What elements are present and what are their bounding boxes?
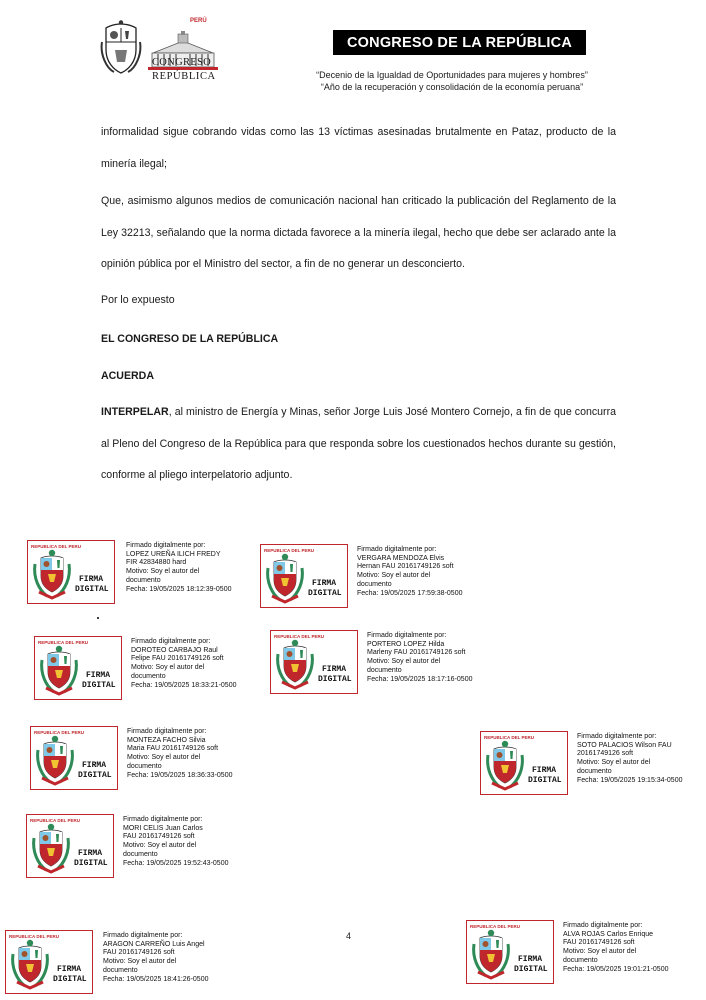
page-title-banner: CONGRESO DE LA REPÚBLICA <box>333 30 586 55</box>
signature-line: Fecha: 19/05/2025 18:36:33-0500 <box>127 771 233 779</box>
firma-digital-label: FIRMA DIGITAL <box>75 575 109 594</box>
signature-line: Motivo: Soy el autor del <box>357 572 431 580</box>
signature-line: documento <box>123 850 158 858</box>
peru-coat-of-arms-icon <box>484 735 526 791</box>
peru-coat-of-arms-icon <box>38 640 80 696</box>
signature-seal <box>5 930 93 994</box>
signature-line: Firmado digitalmente por: <box>127 728 207 735</box>
signature-line: Motivo: Soy el autor del <box>123 842 197 850</box>
signature-line: FAU 20161749126 soft <box>563 939 635 947</box>
signature-line: FAU 20161749126 soft <box>123 833 195 841</box>
signature-details <box>126 542 231 594</box>
firma-digital-label: FIRMA DIGITAL <box>514 955 548 974</box>
seal-emblem-text: REPUBLICA DEL PERU <box>38 640 89 645</box>
signature-line: Fecha: 19/05/2025 19:15:34-0500 <box>577 776 683 784</box>
signature-line: documento <box>103 966 138 974</box>
signature-line: MORI CELIS Juan Carlos <box>123 824 203 832</box>
signature-line: FIR 42834880 hard <box>126 559 187 567</box>
signature-line: FAU 20161749126 soft <box>103 949 175 957</box>
signature-line: Fecha: 19/05/2025 17:59:38-0500 <box>357 589 463 597</box>
peru-coat-of-arms-icon <box>9 934 51 990</box>
page-number: 4 <box>346 931 352 941</box>
signature-line: Motivo: Soy el autor del <box>577 759 651 767</box>
firma-digital-label: FIRMA DIGITAL <box>78 761 112 780</box>
signature-line: documento <box>131 672 166 680</box>
peru-label: PERÚ <box>190 18 207 24</box>
signature-line: Hernan FAU 20161749126 soft <box>357 563 454 571</box>
signature-line: Firmado digitalmente por: <box>563 922 643 929</box>
paragraph-interpelar <box>101 397 616 492</box>
signature-line: Maria FAU 20161749126 soft <box>127 745 219 753</box>
signature-line: documento <box>127 762 162 770</box>
interpelar-keyword: INTERPELAR <box>101 406 169 418</box>
signature-seal <box>260 544 348 608</box>
paragraph-medios <box>101 186 616 281</box>
signature-details <box>123 816 228 868</box>
signature-line: Motivo: Soy el autor del <box>563 948 637 956</box>
signature-details <box>357 546 462 598</box>
signature-seal <box>30 726 118 790</box>
firma-digital-label: FIRMA DIGITAL <box>528 766 562 785</box>
signature-line: Fecha: 19/05/2025 19:52:43-0500 <box>123 859 229 867</box>
peru-coat-of-arms-icon <box>34 730 76 786</box>
signature-line: Marleny FAU 20161749126 soft <box>367 649 466 657</box>
peru-coat-of-arms-icon <box>264 548 306 604</box>
seal-emblem-text: REPUBLICA DEL PERU <box>470 924 521 929</box>
por-lo-expuesto: Por lo expuesto <box>101 294 175 306</box>
peru-coat-of-arms-icon <box>30 818 72 874</box>
signature-details <box>103 932 208 984</box>
seal-emblem-text: REPUBLICA DEL PERU <box>9 934 60 939</box>
year-motto: “Año de la recuperación y consolidación de la economía peruana” <box>320 82 584 92</box>
interpelar-text: , al ministro de Energía y Minas, señor Jorge Luis José Montero Cornejo, a fin de que concurra al Pleno del Congreso de la República para que responda sobre los cuestionados hechos durante su gestión, conforme al pliego interpelatorio adjunto. <box>101 406 616 481</box>
signature-line: documento <box>563 956 598 964</box>
paragraph-text: informalidad sigue cobrando vidas como las 13 víctimas asesinadas brutalmente en Pataz, producto de la minería ilegal; <box>101 126 616 170</box>
signature-seal <box>27 540 115 604</box>
signature-line: ALVA ROJAS Carlos Enrique <box>563 930 654 938</box>
firma-digital-label: FIRMA DIGITAL <box>308 579 342 598</box>
peru-coat-of-arms-icon <box>274 634 316 690</box>
seal-emblem-text: REPUBLICA DEL PERU <box>274 634 325 639</box>
signature-line: PORTERO LOPEZ Hilda <box>367 640 445 648</box>
signature-line: documento <box>577 767 612 775</box>
paragraph-text: Que, asimismo algunos medios de comunicación nacional han criticado la publicación del Reglamento de la Ley 32213, señalando que la norma dictada favorece a la minería ilegal, hecho que debe ser aclarado ante la opinión pública por el Ministro del sector, a fin de no generar un desconcierto. <box>101 195 616 270</box>
signature-seal <box>26 814 114 878</box>
signature-line: Fecha: 19/05/2025 18:41:26-0500 <box>103 975 209 983</box>
signature-line: Motivo: Soy el autor del <box>367 658 441 666</box>
signature-line: Felipe FAU 20161749126 soft <box>131 655 224 663</box>
signature-line: Fecha: 19/05/2025 18:33:21-0500 <box>131 681 237 689</box>
stray-dot <box>97 617 99 619</box>
signature-line: Firmado digitalmente por: <box>123 816 203 823</box>
signature-line: Motivo: Soy el autor del <box>126 568 200 576</box>
signature-line: Motivo: Soy el autor del <box>103 958 177 966</box>
signature-details <box>131 638 236 690</box>
signature-line: Firmado digitalmente por: <box>357 546 437 553</box>
firma-digital-label: FIRMA DIGITAL <box>82 671 116 690</box>
signature-line: Firmado digitalmente por: <box>126 542 206 549</box>
signature-line: DOROTEO CARBAJO Raul <box>131 646 218 654</box>
logo-word-republica: REPÚBLICA <box>152 71 216 82</box>
seal-emblem-text: REPUBLICA DEL PERU <box>34 730 85 735</box>
signature-line: ARAGON CARREÑO Luis Angel <box>103 940 205 948</box>
signature-details <box>563 922 668 974</box>
signature-seal <box>34 636 122 700</box>
signature-seal <box>466 920 554 984</box>
signature-seal <box>480 731 568 795</box>
signature-details <box>577 733 682 785</box>
signature-line: 20161749126 soft <box>577 750 634 758</box>
heading-congreso: EL CONGRESO DE LA REPÚBLICA <box>101 333 279 345</box>
signature-line: Fecha: 19/05/2025 18:12:39-0500 <box>126 585 232 593</box>
decade-motto: “Decenio de la Igualdad de Oportunidades para mujeres y hombres” <box>316 70 588 80</box>
signature-line: Firmado digitalmente por: <box>577 733 657 740</box>
signature-line: LOPEZ UREÑA ILICH FREDY <box>126 550 221 558</box>
signature-line: Motivo: Soy el autor del <box>127 754 201 762</box>
signature-line: Firmado digitalmente por: <box>367 632 447 639</box>
signature-line: SOTO PALACIOS Wilson FAU <box>577 741 672 749</box>
firma-digital-label: FIRMA DIGITAL <box>318 665 352 684</box>
signature-line: VERGARA MENDOZA Elvis <box>357 554 445 562</box>
signature-line: Fecha: 19/05/2025 19:01:21-0500 <box>563 965 669 973</box>
paragraph-informalidad <box>101 117 616 180</box>
peru-coat-of-arms-icon <box>470 924 512 980</box>
logo-word-congreso: CONGRESO <box>152 57 211 68</box>
signature-line: Firmado digitalmente por: <box>103 932 183 939</box>
signature-details <box>127 728 232 780</box>
signature-seal <box>270 630 358 694</box>
signature-line: Firmado digitalmente por: <box>131 638 211 645</box>
signature-line: documento <box>126 576 161 584</box>
seal-emblem-text: REPUBLICA DEL PERU <box>484 735 535 740</box>
peru-coat-of-arms-icon <box>31 544 73 600</box>
signature-line: documento <box>357 580 392 588</box>
seal-emblem-text: REPUBLICA DEL PERU <box>31 544 82 549</box>
signature-line: MONTEZA FACHO Silvia <box>127 736 206 744</box>
heading-acuerda: ACUERDA <box>101 370 154 382</box>
signature-line: documento <box>367 666 402 674</box>
peru-coat-of-arms-icon <box>100 20 142 76</box>
seal-emblem-text: REPUBLICA DEL PERU <box>30 818 81 823</box>
firma-digital-label: FIRMA DIGITAL <box>74 849 108 868</box>
signature-line: Motivo: Soy el autor del <box>131 664 205 672</box>
signature-details <box>367 632 472 684</box>
signature-line: Fecha: 19/05/2025 18:17:16-0500 <box>367 675 473 683</box>
firma-digital-label: FIRMA DIGITAL <box>53 965 87 984</box>
seal-emblem-text: REPUBLICA DEL PERU <box>264 548 315 553</box>
